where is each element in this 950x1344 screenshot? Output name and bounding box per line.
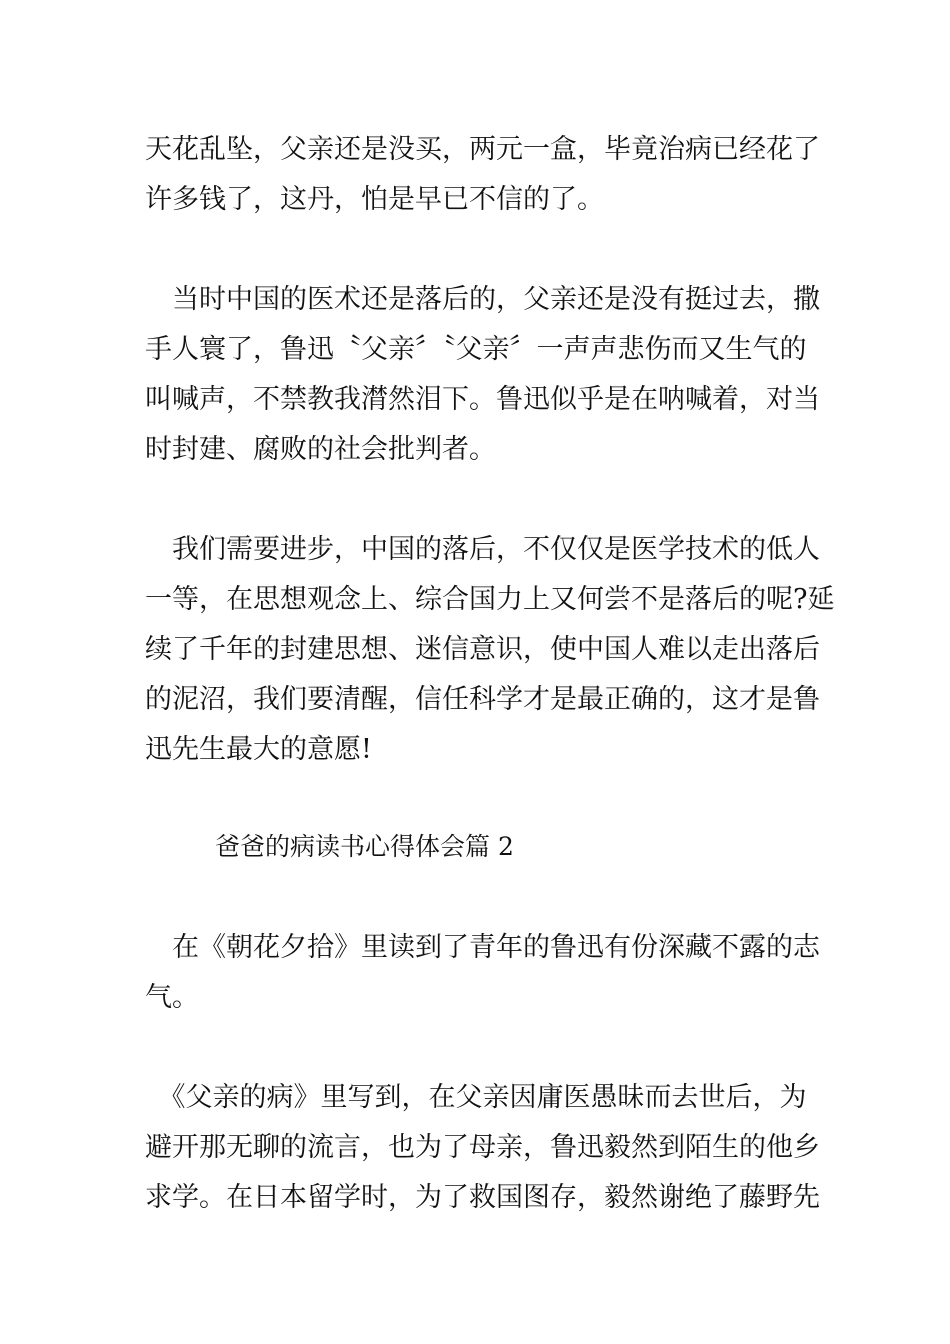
paragraph-3-line-1: 我们需要进步，中国的落后，不仅仅是医学技术的低人 <box>145 534 820 565</box>
paragraph-2-line-1: 当时中国的医术还是落后的，父亲还是没有挺过去，撒 <box>145 284 820 315</box>
paragraph-4-line-1: 在《朝花夕拾》里读到了青年的鲁迅有份深藏不露的志 <box>145 932 820 963</box>
paragraph-3-line-5: 迅先生最大的意愿! <box>145 734 372 765</box>
paragraph-2-line-3: 叫喊声，不禁教我潸然泪下。鲁迅似乎是在呐喊着，对当 <box>145 384 820 415</box>
paragraph-5-line-3: 求学。在日本留学时，为了救国图存，毅然谢绝了藤野先 <box>145 1182 820 1213</box>
paragraph-2-line-2: 手人寰了，鲁迅〝父亲〞〝父亲〞一声声悲伤而又生气的 <box>145 334 807 365</box>
paragraph-5-line-2: 避开那无聊的流言，也为了母亲，鲁迅毅然到陌生的他乡 <box>145 1132 820 1163</box>
paragraph-3-line-4: 的泥沼，我们要清醒，信任科学才是最正确的，这才是鲁 <box>145 684 820 715</box>
paragraph-1-line-1: 天花乱坠，父亲还是没买，两元一盒，毕竟治病已经花了 <box>145 134 820 165</box>
paragraph-5-line-1: 《父亲的病》里写到，在父亲因庸医愚昧而去世后，为 <box>145 1082 807 1113</box>
paragraph-1-line-2: 许多钱了，这丹，怕是早已不信的了。 <box>145 184 604 215</box>
paragraph-4-line-2: 气。 <box>145 982 199 1013</box>
paragraph-3-line-2: 一等，在思想观念上、综合国力上又何尝不是落后的呢?延 <box>145 584 835 615</box>
section-heading: 爸爸的病读书心得体会篇 2 <box>215 832 514 861</box>
paragraph-3-line-3: 续了千年的封建思想、迷信意识，使中国人难以走出落后 <box>145 634 820 665</box>
paragraph-2-line-4: 时封建、腐败的社会批判者。 <box>145 434 496 465</box>
